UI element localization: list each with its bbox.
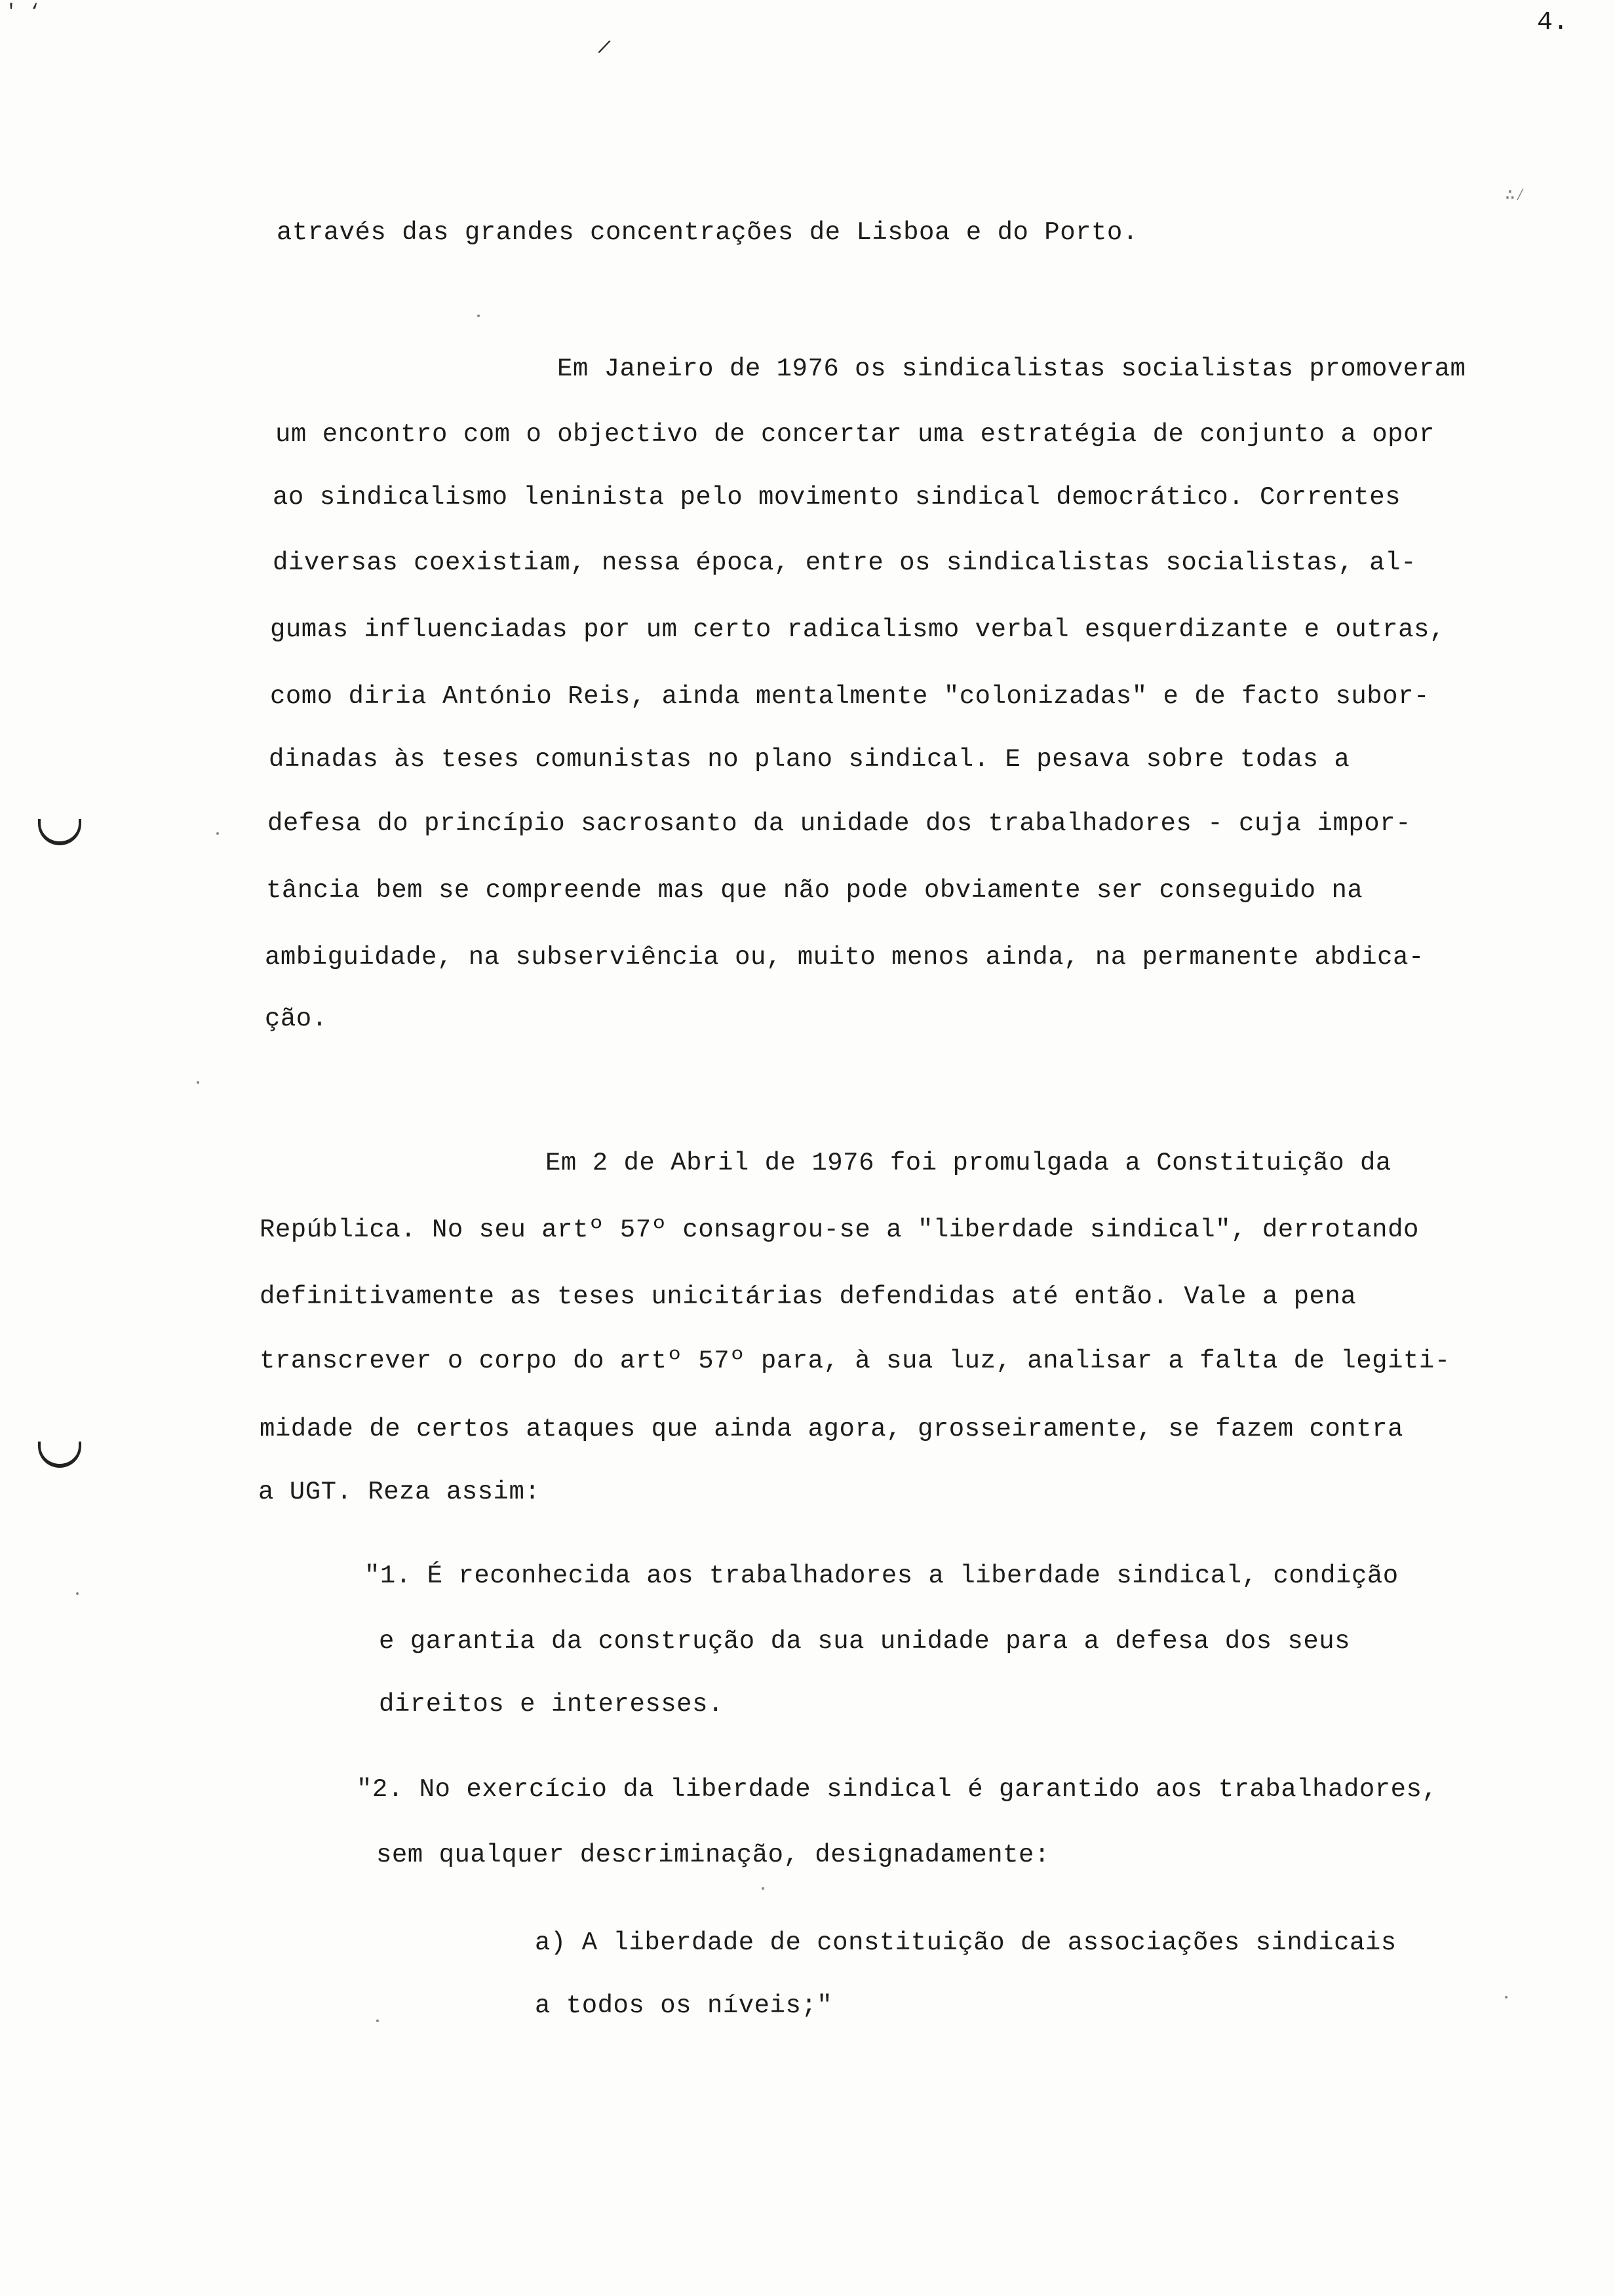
- text-line: direitos e interesses.: [379, 1690, 724, 1719]
- text-line: Em Janeiro de 1976 os sindicalistas socialistas promoveram: [557, 354, 1466, 383]
- speck: [762, 1887, 764, 1890]
- text-line: Em 2 de Abril de 1976 foi promulgada a Constituição da: [545, 1149, 1391, 1177]
- text-line: um encontro com o objectivo de concertar uma estratégia de conjunto a opor: [275, 420, 1435, 449]
- text-line: sem qualquer descriminação, designadamente:: [376, 1841, 1050, 1869]
- speck: [216, 832, 219, 835]
- text-line: a UGT. Reza assim:: [258, 1478, 541, 1506]
- text-line: ambiguidade, na subserviência ou, muito menos ainda, na permanente abdica-: [265, 943, 1424, 972]
- text-line: tância bem se compreende mas que não pode obviamente ser conseguido na: [266, 876, 1363, 905]
- text-line: a todos os níveis;": [535, 1991, 833, 2020]
- text-line: defesa do princípio sacrosanto da unidade dos trabalhadores - cuja impor-: [267, 809, 1411, 838]
- text-line: "1. É reconhecida aos trabalhadores a liberdade sindical, condição: [364, 1561, 1399, 1590]
- punch-hole: [38, 819, 81, 845]
- text-line: transcrever o corpo do artº 57º para, à sua luz, analisar a falta de legiti-: [260, 1347, 1450, 1375]
- text-line: a) A liberdade de constituição de associações sindicais: [535, 1928, 1397, 1957]
- text-line: como diria António Reis, ainda mentalmente "colonizadas" e de facto subor-: [270, 682, 1430, 711]
- text-line: gumas influenciadas por um certo radicalismo verbal esquerdizante e outras,: [270, 615, 1445, 644]
- page-number: 4.: [1537, 8, 1569, 37]
- text-line: República. No seu artº 57º consagrou-se a "liberdade sindical", derrotando: [260, 1215, 1419, 1244]
- speck: [376, 2019, 379, 2022]
- pencil-mark: /: [594, 37, 613, 62]
- punch-hole: [38, 1442, 81, 1468]
- text-line: através das grandes concentrações de Lisboa e do Porto.: [277, 218, 1138, 247]
- text-line: diversas coexistiam, nessa época, entre os sindicalistas socialistas, al-: [273, 548, 1416, 577]
- speck: [197, 1081, 199, 1084]
- text-line: definitivamente as teses unicitárias defendidas até então. Vale a pena: [260, 1282, 1357, 1311]
- text-line: ção.: [265, 1004, 328, 1033]
- text-line: ao sindicalismo leninista pelo movimento sindical democrático. Correntes: [273, 483, 1401, 512]
- text-line: "2. No exercício da liberdade sindical é garantido aos trabalhadores,: [357, 1775, 1438, 1804]
- text-line: midade de certos ataques que ainda agora, grosseiramente, se fazem contra: [260, 1415, 1403, 1444]
- margin-doodle: ∴∕: [1505, 185, 1526, 205]
- speck: [76, 1592, 79, 1595]
- text-line: e garantia da construção da sua unidade para a defesa dos seus: [379, 1627, 1351, 1656]
- speck: [1505, 1996, 1508, 1999]
- text-line: dinadas às teses comunistas no plano sindical. E pesava sobre todas a: [269, 745, 1350, 774]
- speck: [477, 315, 480, 317]
- corner-marks: ′ ‘: [5, 1, 41, 24]
